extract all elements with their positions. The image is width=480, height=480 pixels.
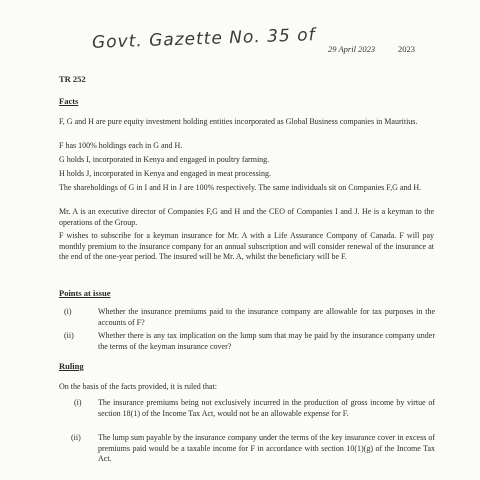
handwritten-gazette-note: Govt. Gazette No. 35 of [91, 25, 316, 53]
ruling-marker: (ii) [71, 433, 81, 442]
fact-paragraph: H holds J, incorporated in Kenya and engaged in meat processing. [59, 169, 271, 178]
ruling-text: The insurance premiums being not exclusively incurred in the production of gross income by virtue of section 18(1) of the Income Tax Act, would not be an allowable expense for F. [98, 398, 435, 418]
point-text: Whether there is any tax implication on the lump sum that may be paid by the insurance company under the terms of the keyman insurance cover? [98, 331, 435, 351]
fact-paragraph: F, G and H are pure equity investment holding entities incorporated as Global Business companies in Mauritius. [59, 117, 418, 126]
fact-paragraph: Mr. A is an executive director of Companies F,G and H and the CEO of Companies I and J. He is a keyman to the operations of the Group. [59, 207, 434, 227]
ruling-intro: On the basis of the facts provided, it is ruled that: [59, 382, 217, 391]
fact-paragraph: F has 100% holdings each in G and H. [59, 141, 183, 150]
ruling-heading: Ruling [59, 361, 84, 371]
year-stamp: 2023 [398, 44, 415, 54]
point-text: Whether the insurance premiums paid to the insurance company are allowable for tax purposes in the accounts of F? [98, 307, 435, 327]
facts-heading: Facts [59, 96, 79, 106]
point-marker: (i) [64, 307, 72, 316]
ruling-marker: (i) [74, 398, 82, 407]
ruling-reference: TR 252 [59, 74, 86, 84]
ruling-text: The lump sum payable by the insurance company under the terms of the key insurance cover in excess of premiums paid would be a taxable income for F in accordance with section 10(1)(g) of the Income Tax Act. [98, 433, 435, 463]
fact-paragraph: F wishes to subscribe for a keyman insurance for Mr. A with a Life Assurance Company of Canada. F will pay monthly premium to the insurance company for an annual subscription and will consider renewal of the insurance at the end of the one-year period. The insured will be Mr. A, whilst the beneficiary will be F. [59, 231, 434, 261]
fact-paragraph: G holds I, incorporated in Kenya and engaged in poultry farming. [59, 155, 270, 164]
fact-paragraph: The shareholdings of G in I and H in J are 100% respectively. The same individuals sit on Companies F,G and H. [59, 183, 422, 192]
point-marker: (ii) [64, 331, 74, 340]
gazette-date: 29 April 2023 [328, 44, 376, 54]
points-heading: Points at issue [59, 288, 111, 298]
